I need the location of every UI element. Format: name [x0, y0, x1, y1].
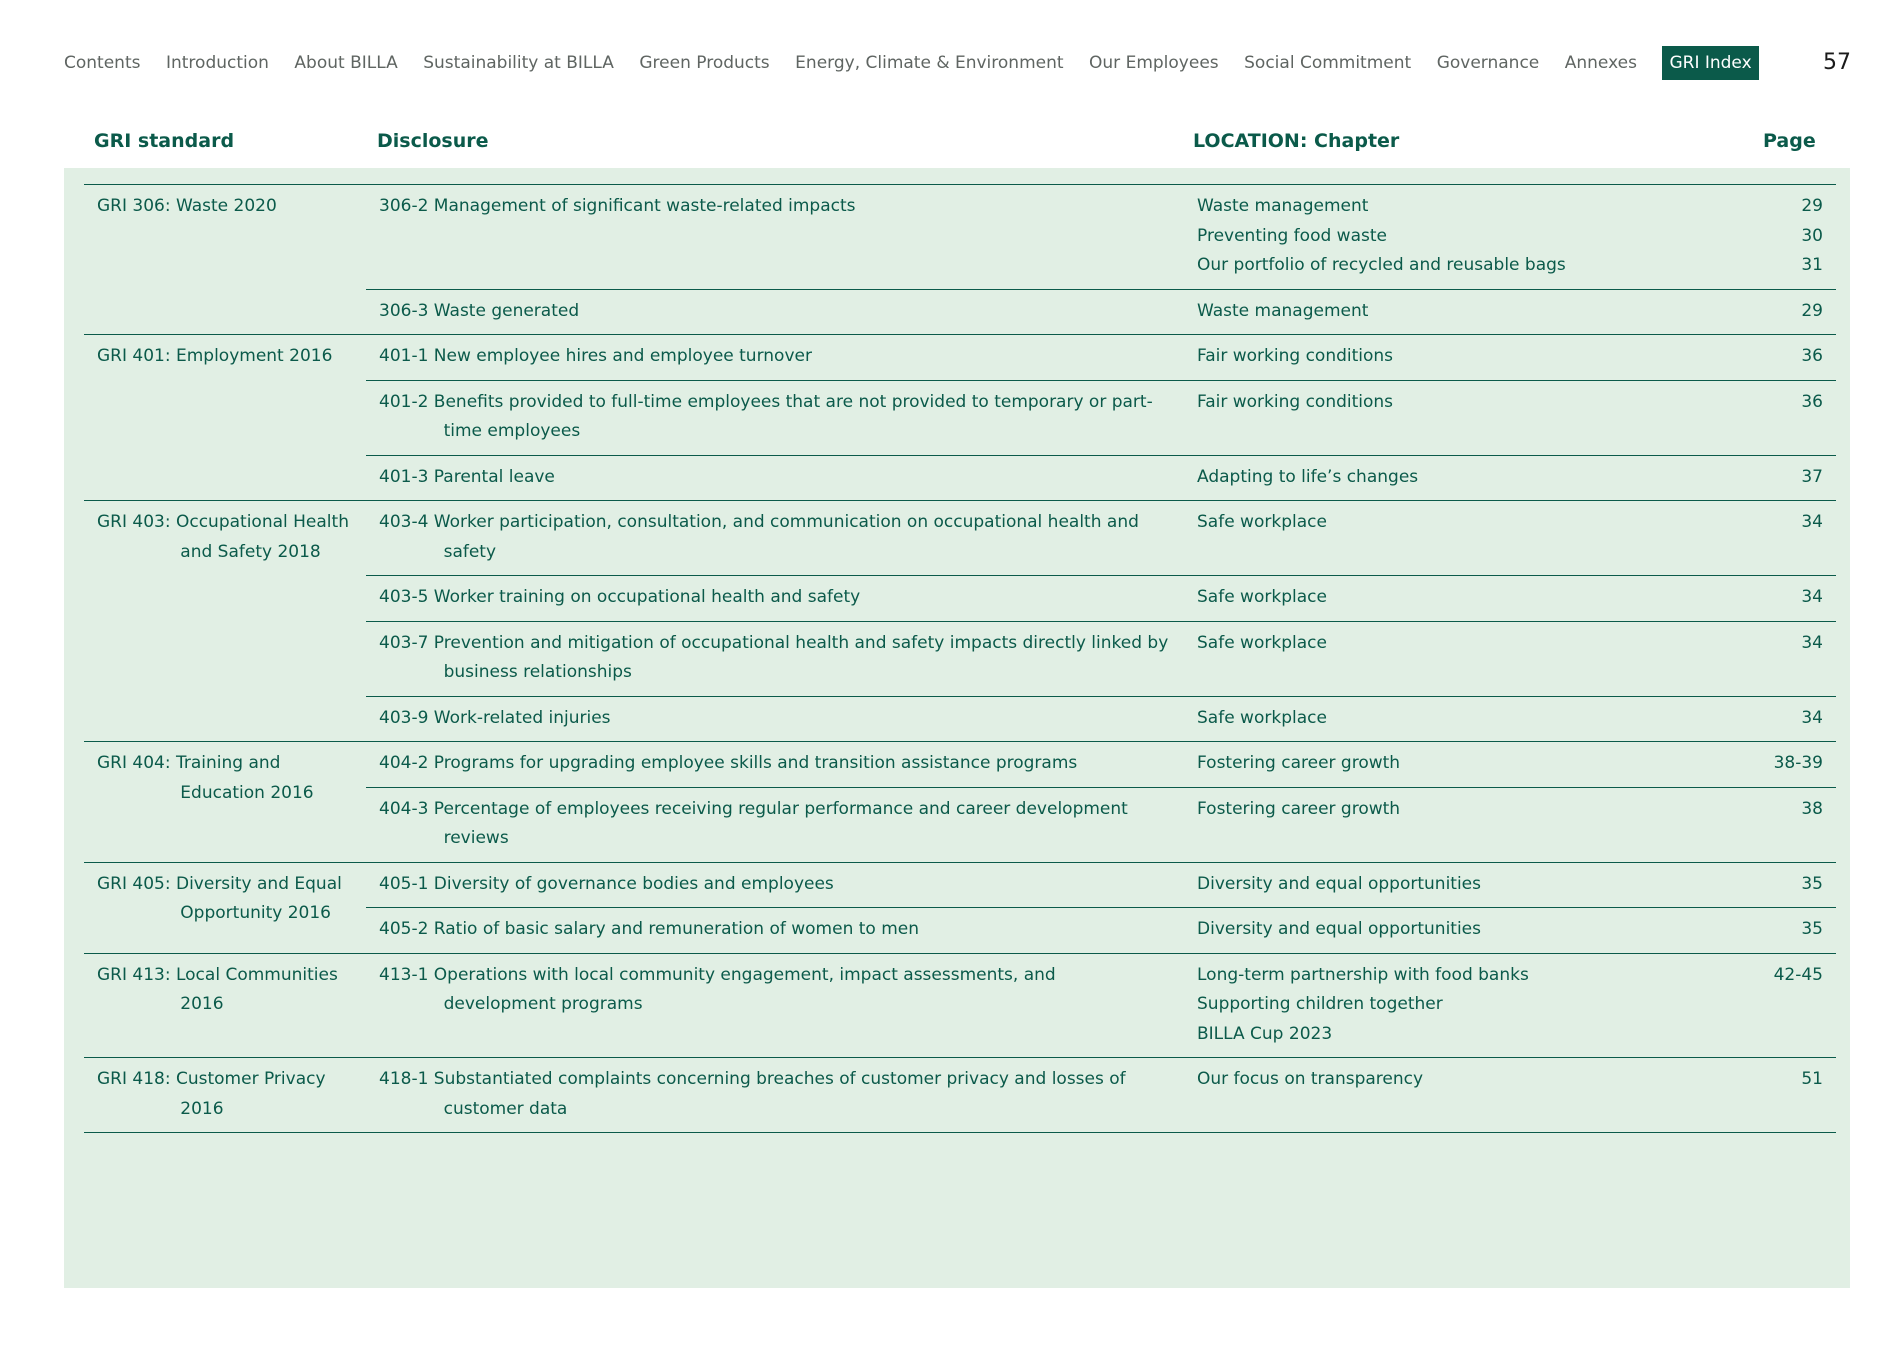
location-cell: [1184, 953, 1710, 1058]
page-cell: [1710, 455, 1836, 501]
gri-standard-cell: [84, 501, 366, 742]
page-number-link[interactable]: 37: [1801, 466, 1823, 487]
disclosure-cell: [366, 953, 1184, 1058]
page-cell: [1710, 501, 1836, 576]
page-cell: [1710, 621, 1836, 696]
page-number-link[interactable]: 29: [1801, 300, 1823, 321]
disclosure-cell: [366, 455, 1184, 501]
nav-social-commitment[interactable]: Social Commitment: [1244, 53, 1412, 73]
location-chapter-link[interactable]: Diversity and equal opportunities: [1197, 873, 1482, 894]
gri-standard-label: GRI 404: Training and Education 2016: [97, 753, 314, 803]
gri-table-panel: [64, 168, 1850, 1288]
header-location: LOCATION: Chapter: [1193, 130, 1400, 152]
disclosure-text: 401-1 New employee hires and employee turnover: [379, 346, 812, 366]
header-page: Page: [1763, 130, 1816, 152]
page-number-link[interactable]: 34: [1801, 707, 1823, 728]
table-row: [84, 335, 1836, 381]
header-disclosure: Disclosure: [377, 130, 489, 152]
disclosure-cell: [366, 742, 1184, 788]
nav-annexes[interactable]: Annexes: [1564, 53, 1637, 73]
disclosure-text: 413-1 Operations with local community engagement, impact assessments, and development programs: [379, 964, 1056, 1014]
page-number-link[interactable]: 36: [1801, 346, 1823, 366]
nav-gri-index-active[interactable]: GRI Index: [1662, 46, 1758, 80]
location-chapter-link[interactable]: Safe workplace: [1197, 512, 1327, 532]
disclosure-cell: [366, 335, 1184, 381]
location-cell: [1184, 908, 1710, 954]
page-number-link[interactable]: 31: [1801, 255, 1823, 275]
location-cell: [1184, 380, 1710, 455]
location-chapter-link[interactable]: Safe workplace: [1197, 707, 1327, 728]
location-cell: [1184, 335, 1710, 381]
nav-contents[interactable]: Contents: [64, 53, 141, 73]
gri-standard-cell: [84, 953, 366, 1058]
location-cell: [1184, 185, 1710, 290]
top-navigation: [64, 46, 1759, 80]
page-number-link[interactable]: 38-39: [1773, 753, 1823, 773]
page-cell: [1710, 908, 1836, 954]
disclosure-cell: [366, 862, 1184, 908]
gri-standard-cell: [84, 742, 366, 863]
disclosure-cell: [366, 380, 1184, 455]
location-chapter-link[interactable]: Waste management: [1197, 196, 1369, 216]
disclosure-cell: [366, 621, 1184, 696]
page-cell: [1710, 289, 1836, 335]
gri-standard-cell: [84, 335, 366, 501]
page-cell: [1710, 696, 1836, 742]
page-number-link[interactable]: 35: [1801, 919, 1823, 939]
location-chapter-link[interactable]: Fair working conditions: [1197, 346, 1394, 366]
disclosure-text: 405-1 Diversity of governance bodies and employees: [379, 873, 834, 894]
nav-energy-climate[interactable]: Energy, Climate & Environment: [795, 53, 1064, 73]
disclosure-cell: [366, 289, 1184, 335]
table-row: [84, 1058, 1836, 1133]
location-chapter-link[interactable]: Our portfolio of recycled and reusable bags: [1197, 255, 1566, 275]
location-chapter-link[interactable]: Our focus on transparency: [1197, 1069, 1424, 1089]
location-chapter-link[interactable]: BILLA Cup 2023: [1197, 1023, 1333, 1044]
location-chapter-link[interactable]: Fair working conditions: [1197, 391, 1394, 412]
gri-index-table: [84, 184, 1836, 1133]
location-chapter-link[interactable]: Fostering career growth: [1197, 798, 1401, 819]
page-cell: [1710, 787, 1836, 862]
disclosure-cell: [366, 185, 1184, 290]
gri-standard-label: GRI 418: Customer Privacy 2016: [97, 1069, 326, 1119]
disclosure-text: 403-7 Prevention and mitigation of occupational health and safety impacts directly linked by business relationships: [379, 632, 1169, 682]
location-cell: [1184, 576, 1710, 622]
table-row: [84, 501, 1836, 576]
gri-standard-cell: [84, 1058, 366, 1133]
disclosure-text: 401-2 Benefits provided to full-time employees that are not provided to temporary or part-time employees: [379, 391, 1153, 441]
location-cell: [1184, 787, 1710, 862]
disclosure-text: 306-2 Management of significant waste-related impacts: [379, 196, 856, 216]
page-number-link[interactable]: 51: [1801, 1069, 1823, 1089]
location-chapter-link[interactable]: Waste management: [1197, 300, 1369, 321]
disclosure-cell: [366, 787, 1184, 862]
page-number-link[interactable]: 34: [1801, 512, 1823, 532]
page-number: 57: [1823, 50, 1851, 75]
location-cell: [1184, 696, 1710, 742]
disclosure-cell: [366, 696, 1184, 742]
table-header: [64, 124, 1850, 158]
location-chapter-link[interactable]: Long-term partnership with food banks: [1197, 964, 1529, 985]
table-row: [84, 742, 1836, 788]
disclosure-cell: [366, 576, 1184, 622]
gri-standard-label: GRI 306: Waste 2020: [97, 196, 277, 216]
gri-standard-cell: [84, 185, 366, 335]
disclosure-text: 403-5 Worker training on occupational health and safety: [379, 587, 861, 607]
location-cell: [1184, 455, 1710, 501]
location-chapter-link[interactable]: Safe workplace: [1197, 587, 1327, 607]
disclosure-text: 401-3 Parental leave: [379, 466, 555, 487]
page-number-link[interactable]: 35: [1801, 873, 1823, 894]
page-number-link[interactable]: 29: [1801, 196, 1823, 216]
location-cell: [1184, 862, 1710, 908]
table-row: [84, 953, 1836, 1058]
gri-standard-label: GRI 413: Local Communities 2016: [97, 964, 338, 1014]
location-chapter-link[interactable]: Fostering career growth: [1197, 753, 1401, 773]
location-chapter-link[interactable]: Preventing food waste: [1197, 225, 1387, 246]
disclosure-text: 403-9 Work-related injuries: [379, 707, 611, 728]
page-cell: [1710, 185, 1836, 290]
table-row: [84, 185, 1836, 290]
nav-introduction[interactable]: Introduction: [165, 53, 269, 73]
location-chapter-link[interactable]: Supporting children together: [1197, 994, 1443, 1014]
disclosure-text: 405-2 Ratio of basic salary and remuneration of women to men: [379, 919, 920, 939]
disclosure-text: 418-1 Substantiated complaints concerning breaches of customer privacy and losses of customer data: [379, 1069, 1126, 1119]
page-number-link[interactable]: 34: [1801, 587, 1823, 607]
page-number-link[interactable]: 36: [1801, 391, 1823, 412]
table-row: [84, 862, 1836, 908]
location-cell: [1184, 289, 1710, 335]
location-cell: [1184, 742, 1710, 788]
header-gri-standard: GRI standard: [94, 130, 235, 152]
nav-sustainability[interactable]: Sustainability at BILLA: [423, 53, 614, 73]
page-number-link[interactable]: 38: [1801, 798, 1823, 819]
disclosure-text: 404-3 Percentage of employees receiving regular performance and career development reviews: [379, 798, 1128, 848]
disclosure-cell: [366, 908, 1184, 954]
location-cell: [1184, 501, 1710, 576]
page-cell: [1710, 380, 1836, 455]
page-number-link[interactable]: 34: [1801, 632, 1823, 653]
gri-standard-cell: [84, 862, 366, 953]
page-cell: [1710, 862, 1836, 908]
page-cell: [1710, 335, 1836, 381]
location-chapter-link[interactable]: Adapting to life’s changes: [1197, 466, 1419, 487]
location-cell: [1184, 621, 1710, 696]
disclosure-text: 306-3 Waste generated: [379, 300, 580, 321]
disclosure-cell: [366, 501, 1184, 576]
nav-green-products[interactable]: Green Products: [639, 53, 770, 73]
page-cell: [1710, 953, 1836, 1058]
page-cell: [1710, 1058, 1836, 1133]
page-number-link[interactable]: 42-45: [1773, 964, 1823, 985]
location-cell: [1184, 1058, 1710, 1133]
location-chapter-link[interactable]: Safe workplace: [1197, 632, 1327, 653]
gri-standard-label: GRI 401: Employment 2016: [97, 346, 333, 366]
gri-standard-label: GRI 403: Occupational Health and Safety 2018: [97, 512, 349, 562]
page-cell: [1710, 742, 1836, 788]
nav-our-employees[interactable]: Our Employees: [1089, 53, 1219, 73]
page-cell: [1710, 576, 1836, 622]
location-chapter-link[interactable]: Diversity and equal opportunities: [1197, 919, 1482, 939]
gri-standard-label: GRI 405: Diversity and Equal Opportunity 2016: [97, 873, 342, 923]
disclosure-text: 403-4 Worker participation, consultation, and communication on occupational health and safety: [379, 512, 1139, 562]
nav-about-billa[interactable]: About BILLA: [294, 53, 398, 73]
disclosure-cell: [366, 1058, 1184, 1133]
nav-governance[interactable]: Governance: [1436, 53, 1540, 73]
disclosure-text: 404-2 Programs for upgrading employee skills and transition assistance programs: [379, 753, 1078, 773]
page-number-link[interactable]: 30: [1801, 225, 1823, 246]
